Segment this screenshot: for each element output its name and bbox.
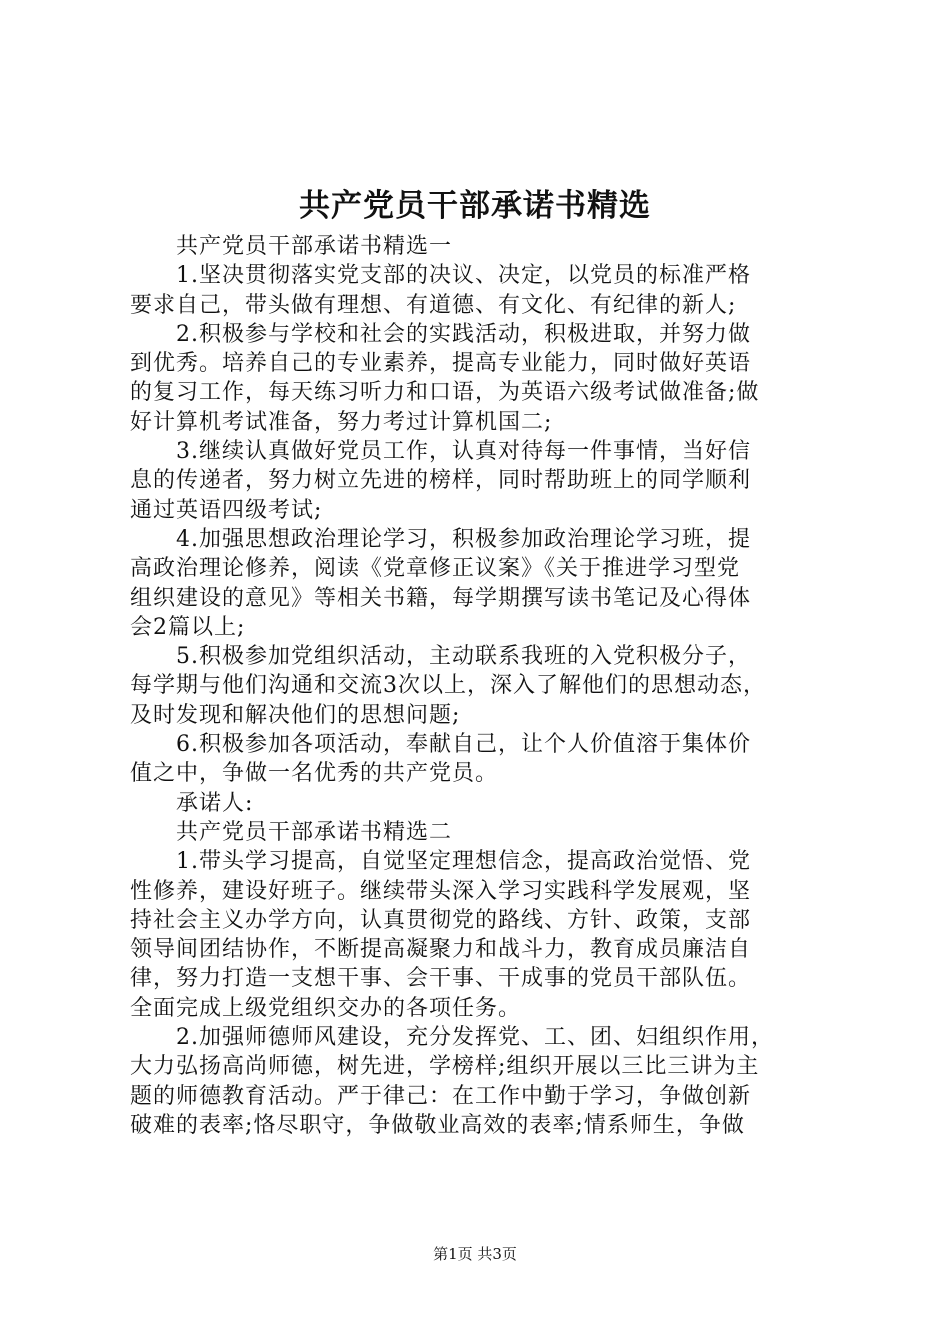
text-line: 组织建设的意见》等相关书籍，每学期撰写读书笔记及心得体 xyxy=(130,585,752,611)
text-line: 6.积极参加各项活动，奉献自己，让个人价值溶于集体价 xyxy=(176,732,751,758)
text-line: 息的传递者，努力树立先进的榜样，同时帮助班上的同学顺利 xyxy=(130,468,752,494)
text-line: 4.加强思想政治理论学习，积极参加政治理论学习班，提 xyxy=(176,526,751,552)
text-line: 3.继续认真做好党员工作，认真对待每一件事情，当好信 xyxy=(176,439,751,465)
text-line: 题的师德教育活动。严于律己：在工作中勤于学习，争做创新 xyxy=(130,1083,752,1109)
text-line: 破难的表率;恪尽职守，争做敬业高效的表率;情系师生，争做 xyxy=(130,1112,745,1138)
text-line: 1.坚决贯彻落实党支部的决议、决定，以党员的标准严格 xyxy=(176,263,751,289)
text-line: 通过英语四级考试; xyxy=(130,497,323,523)
text-line: 承诺人: xyxy=(176,790,254,816)
text-line: 及时发现和解决他们的思想问题; xyxy=(130,702,461,728)
text-line: 领导间团结协作，不断提高凝聚力和战斗力，教育成员廉洁自 xyxy=(130,937,752,963)
text-line: 共产党员干部承诺书精选二 xyxy=(176,819,453,845)
text-line: 好计算机考试准备，努力考过计算机国二; xyxy=(130,409,553,435)
text-line: 全面完成上级党组织交办的各项任务。 xyxy=(130,995,522,1021)
document-title: 共产党员干部承诺书精选 xyxy=(299,188,651,224)
text-line: 律，努力打造一支想干事、会干事、干成事的党员干部队伍。 xyxy=(130,966,752,992)
text-line: 的复习工作，每天练习听力和口语，为英语六级考试做准备;做 xyxy=(130,380,760,406)
text-line: 高政治理论修养，阅读《党章修正议案》《关于推进学习型党 xyxy=(130,556,741,582)
text-line: 每学期与他们沟通和交流3次以上，深入了解他们的思想动态， xyxy=(130,673,766,699)
text-line: 持社会主义办学方向，认真贯彻党的路线、方针、政策，支部 xyxy=(130,907,752,933)
text-line: 5.积极参加党组织活动，主动联系我班的入党积极分子， xyxy=(176,644,751,670)
text-line: 1.带头学习提高，自觉坚定理想信念，提高政治觉悟、党 xyxy=(176,849,751,875)
text-line: 要求自己，带头做有理想、有道德、有文化、有纪律的新人; xyxy=(130,292,737,318)
text-line: 值之中，争做一名优秀的共产党员。 xyxy=(130,761,499,787)
text-line: 性修养，建设好班子。继续带头深入学习实践科学发展观，坚 xyxy=(130,878,752,904)
text-line: 会2篇以上; xyxy=(130,614,246,640)
page-footer: 第1页 共3页 xyxy=(433,1245,517,1263)
text-line: 2.积极参与学校和社会的实践活动，积极进取，并努力做 xyxy=(176,321,751,347)
text-line: 大力弘扬高尚师德，树先进，学榜样;组织开展以三比三讲为主 xyxy=(130,1054,760,1080)
text-line: 共产党员干部承诺书精选一 xyxy=(176,234,453,259)
text-line: 2.加强师德师风建设，充分发挥党、工、团、妇组织作用， xyxy=(176,1025,774,1051)
text-line: 到优秀。培养自己的专业素养，提高专业能力，同时做好英语 xyxy=(130,351,752,377)
document-body xyxy=(130,232,830,1140)
